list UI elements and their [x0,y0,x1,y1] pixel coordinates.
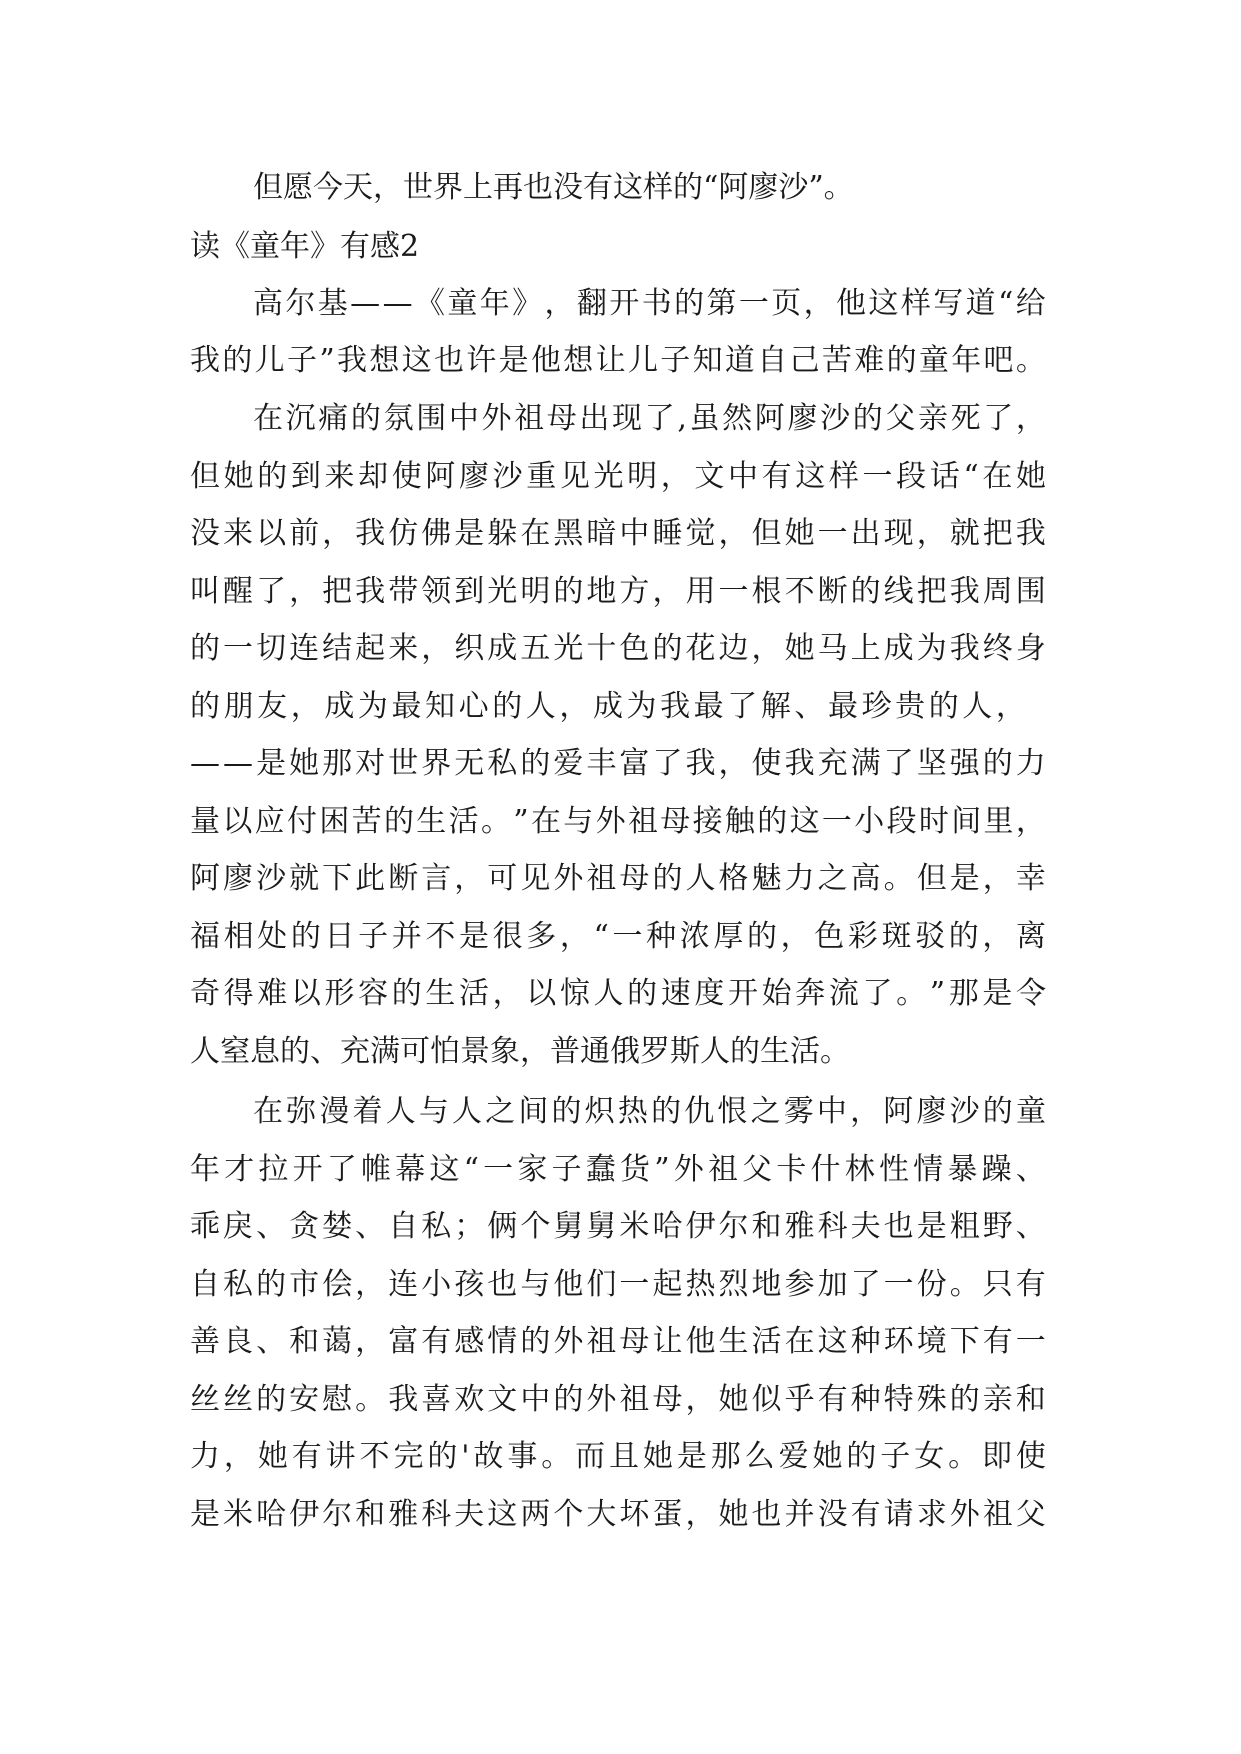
text-line: 丝 丝 的 安 慰 。 我 喜 欢 文 中 的 外 祖 母 ， 她 似 乎 有 种 特 殊 的 亲 和 [190,1382,1046,1417]
text-line: 高 尔 基 — — 《 童 年 》 ， 翻 开 书 的 第 一 页 ， 他 这 样 写 道 “ 给 [253,286,1046,321]
text-line: 没 来 以 前 ， 我 仿 佛 是 躲 在 黑 暗 中 睡 觉 ， 但 她 一 出 现 ， 就 把 我 [190,516,1046,551]
text-line: 我 的 儿 子 ” 我 想 这 也 许 是 他 想 让 儿 子 知 道 自 己 苦 难 的 童 年 吧 。 [190,343,1046,378]
text-line: 福 相 处 的 日 子 并 不 是 很 多 ， “ 一 种 浓 厚 的 ， 色 彩 斑 驳 的 ， 离 [190,919,1046,954]
text-line: 在 沉 痛 的 氛 围 中 外 祖 母 出 现 了 , 虽 然 阿 廖 沙 的 父 亲 死 了 ， [253,401,1046,436]
text-line: 乖 戾 、 贪 婪 、 自 私 ； 俩 个 舅 舅 米 哈 伊 尔 和 雅 科 夫 也 是 粗 野 、 [190,1209,1046,1244]
text-line: 力 ， 她 有 讲 不 完 的 ' 故 事 。 而 且 她 是 那 么 爱 她 的 子 女 。 即 使 [190,1439,1046,1474]
text-line: 但愿今天，世界上再也没有这样的“阿廖沙”。 [253,170,854,205]
text-line: 奇 得 难 以 形 容 的 生 活 ， 以 惊 人 的 速 度 开 始 奔 流 了 。 ” 那 是 令 [190,976,1046,1011]
text-line: 年 才 拉 开 了 帷 幕 这 “ 一 家 子 蠢 货 ” 外 祖 父 卡 什 林 性 情 暴 躁 、 [190,1152,1046,1187]
text-line: 阿 廖 沙 就 下 此 断 言 ， 可 见 外 祖 母 的 人 格 魅 力 之 高 。 但 是 ， 幸 [190,861,1046,896]
section-heading: 读《童年》有感2 [190,229,420,264]
text-line: 的 一 切 连 结 起 来 ， 织 成 五 光 十 色 的 花 边 ， 她 马 上 成 为 我 终 身 [190,631,1046,666]
text-line: 的 朋 友 ， 成 为 最 知 心 的 人 ， 成 为 我 最 了 解 、 最 珍 贵 的 人 ， [190,689,1026,724]
text-line: 量 以 应 付 困 苦 的 生 活 。 ” 在 与 外 祖 母 接 触 的 这 一 小 段 时 间 里 ， [190,804,1046,839]
text-line: 叫 醒 了 ， 把 我 带 领 到 光 明 的 地 方 ， 用 一 根 不 断 的 线 把 我 周 围 [190,574,1046,609]
text-line: — — 是 她 那 对 世 界 无 私 的 爱 丰 富 了 我 ， 使 我 充 满 了 坚 强 的 力 [190,746,1046,781]
text-line: 但 她 的 到 来 却 使 阿 廖 沙 重 见 光 明 ， 文 中 有 这 样 一 段 话 “ 在 她 [190,459,1046,494]
text-line: 人窒息的、充满可怕景象，普通俄罗斯人的生活。 [190,1034,850,1069]
text-line: 善 良 、 和 蔼 ， 富 有 感 情 的 外 祖 母 让 他 生 活 在 这 种 环 境 下 有 一 [190,1324,1046,1359]
text-line: 自 私 的 市 侩 ， 连 小 孩 也 与 他 们 一 起 热 烈 地 参 加 了 一 份 。 只 有 [190,1267,1046,1302]
text-line: 在 弥 漫 着 人 与 人 之 间 的 炽 热 的 仇 恨 之 雾 中 ， 阿 廖 沙 的 童 [253,1094,1046,1129]
text-line: 是 米 哈 伊 尔 和 雅 科 夫 这 两 个 大 坏 蛋 ， 她 也 并 没 有 请 求 外 祖 父 [190,1497,1046,1532]
